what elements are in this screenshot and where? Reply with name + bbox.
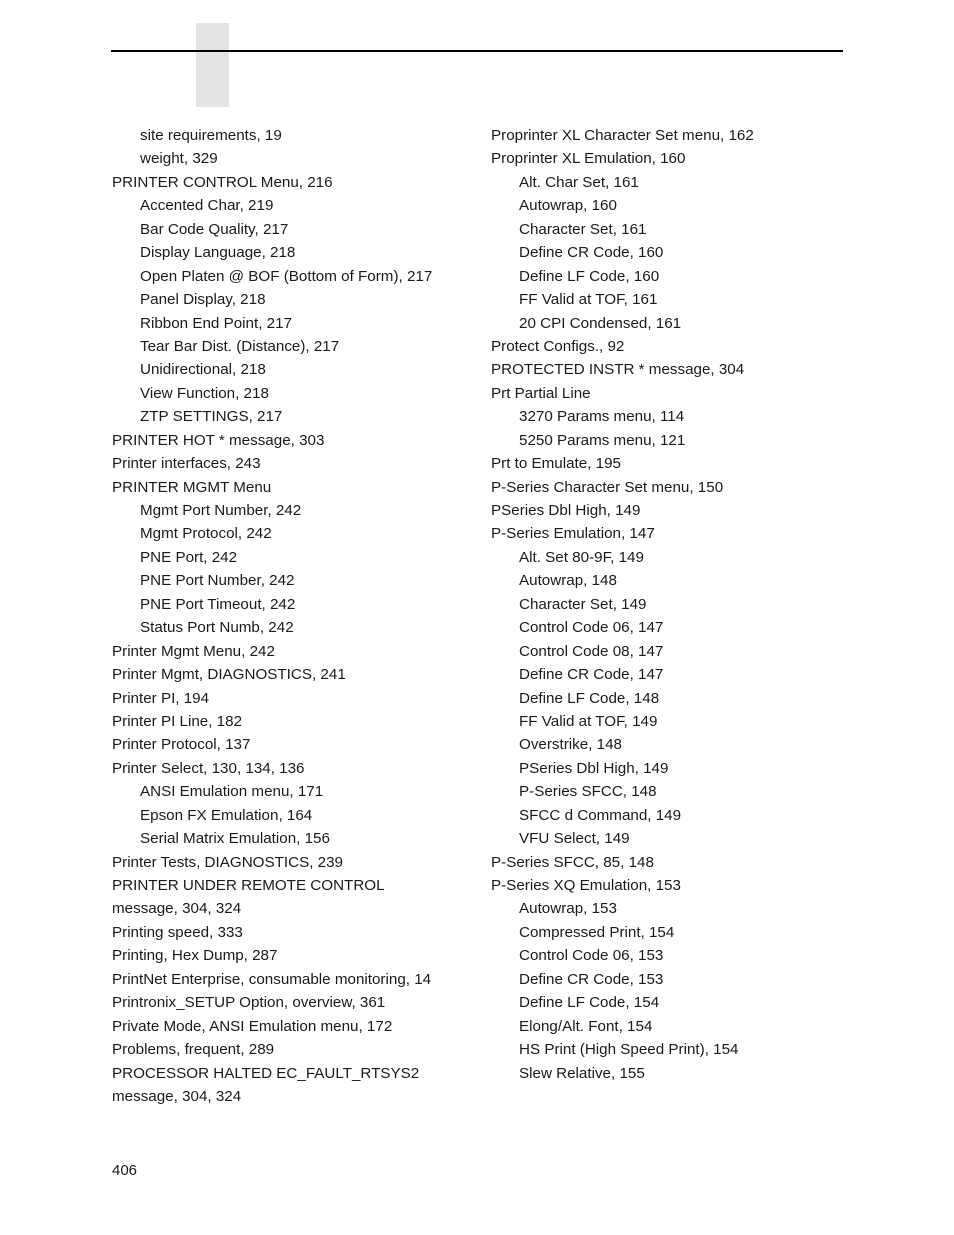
index-entry: Proprinter XL Character Set menu, 162 <box>491 127 754 144</box>
index-entry: Printer Select, 130, 134, 136 <box>112 759 305 777</box>
index-entry: P-Series Character Set menu, 150 <box>491 478 724 496</box>
index-subentry: Panel Display, 218 <box>140 291 266 309</box>
index-column-left <box>112 124 512 1108</box>
index-subentry: Control Code 06, 153 <box>519 947 664 965</box>
index-subentry: PNE Port, 242 <box>140 548 238 566</box>
index-subentry: 20 CPI Condensed, 161 <box>519 314 682 332</box>
index-entry: Printer PI, 194 <box>112 689 210 707</box>
index-subentry: Tear Bar Dist. (Distance), 217 <box>140 337 340 355</box>
index-subentry: Define LF Code, 148 <box>519 689 660 707</box>
index-column-right <box>491 124 891 1085</box>
index-entry: Printronix_SETUP Option, overview, 361 <box>112 994 386 1012</box>
index-subentry: FF Valid at TOF, 161 <box>519 291 658 309</box>
index-entry: Printer interfaces, 243 <box>112 455 261 473</box>
index-subentry: Accented Char, 219 <box>140 197 274 215</box>
index-entry: PROCESSOR HALTED EC_FAULT_RTSYS2 <box>112 1064 420 1082</box>
index-entry: message, 304, 324 <box>112 900 242 918</box>
index-subentry: Elong/Alt. Font, 154 <box>519 1017 653 1035</box>
index-subentry: Define CR Code, 147 <box>519 666 664 684</box>
index-subentry: Character Set, 149 <box>519 595 647 613</box>
index-subentry: Mgmt Port Number, 242 <box>140 502 302 519</box>
index-subentry: ANSI Emulation menu, 171 <box>140 783 324 801</box>
index-subentry: weight, 329 <box>140 150 218 168</box>
index-subentry: ZTP SETTINGS, 217 <box>140 408 283 426</box>
index-subentry: Autowrap, 148 <box>519 572 617 590</box>
index-entry: Problems, frequent, 289 <box>112 1041 275 1059</box>
index-entry: message, 304, 324 <box>112 1087 242 1105</box>
index-subentry: site requirements, 19 <box>140 127 282 144</box>
index-subentry: Epson FX Emulation, 164 <box>140 806 313 824</box>
index-subentry: Character Set, 161 <box>519 220 647 238</box>
index-subentry: FF Valid at TOF, 149 <box>519 712 658 730</box>
index-entry: PRINTER UNDER REMOTE CONTROL <box>112 877 385 894</box>
index-entry: Proprinter XL Emulation, 160 <box>491 150 686 168</box>
index-subentry: Define LF Code, 154 <box>519 994 660 1012</box>
header-rule <box>111 50 843 52</box>
index-subentry: Open Platen @ BOF (Bottom of Form), 217 <box>140 267 433 285</box>
index-subentry: 5250 Params menu, 121 <box>519 431 686 449</box>
index-entry: Printing speed, 333 <box>112 923 243 941</box>
index-entry: PROTECTED INSTR * message, 304 <box>491 361 745 379</box>
index-subentry: P-Series SFCC, 148 <box>519 783 657 801</box>
index-subentry: Define CR Code, 160 <box>519 244 664 262</box>
index-entry: Printer Protocol, 137 <box>112 736 251 754</box>
index-subentry: Define LF Code, 160 <box>519 267 660 285</box>
index-subentry: Define CR Code, 153 <box>519 970 664 988</box>
index-subentry: Display Language, 218 <box>140 244 296 262</box>
index-subentry: Serial Matrix Emulation, 156 <box>140 830 330 848</box>
index-subentry: PSeries Dbl High, 149 <box>519 759 669 777</box>
index-entry: Printer Tests, DIAGNOSTICS, 239 <box>112 853 343 871</box>
index-subentry: Compressed Print, 154 <box>519 923 675 941</box>
index-entry: PRINTER MGMT Menu <box>112 478 272 496</box>
index-entry: Prt Partial Line <box>491 384 591 402</box>
index-subentry: Control Code 06, 147 <box>519 619 664 637</box>
index-entry: Printing, Hex Dump, 287 <box>112 947 278 965</box>
index-subentry: Slew Relative, 155 <box>519 1064 645 1082</box>
index-subentry: Status Port Numb, 242 <box>140 619 294 637</box>
index-entry: Printer Mgmt Menu, 242 <box>112 642 275 660</box>
index-entry: Protect Configs., 92 <box>491 337 625 355</box>
index-subentry: Ribbon End Point, 217 <box>140 314 292 332</box>
index-subentry: Alt. Set 80-9F, 149 <box>519 548 644 566</box>
index-subentry: HS Print (High Speed Print), 154 <box>519 1041 739 1059</box>
index-subentry: Control Code 08, 147 <box>519 642 664 660</box>
index-entry: P-Series XQ Emulation, 153 <box>491 877 681 894</box>
index-subentry: Bar Code Quality, 217 <box>140 220 289 238</box>
index-subentry: Autowrap, 160 <box>519 197 617 215</box>
index-entry: PRINTER CONTROL Menu, 216 <box>112 173 333 191</box>
index-subentry: Overstrike, 148 <box>519 736 622 754</box>
index-entry: PRINTER HOT * message, 303 <box>112 431 325 449</box>
index-subentry: 3270 Params menu, 114 <box>519 408 685 426</box>
index-subentry: PNE Port Number, 242 <box>140 572 295 590</box>
index-entry: Prt to Emulate, 195 <box>491 455 622 473</box>
chapter-tab-marker <box>196 23 229 107</box>
index-entry: PSeries Dbl High, 149 <box>491 502 641 519</box>
index-entry: P-Series Emulation, 147 <box>491 525 655 543</box>
index-subentry: VFU Select, 149 <box>519 830 630 848</box>
index-subentry: Mgmt Protocol, 242 <box>140 525 272 543</box>
index-subentry: View Function, 218 <box>140 384 269 402</box>
index-subentry: Autowrap, 153 <box>519 900 617 918</box>
index-entry: Printer PI Line, 182 <box>112 712 243 730</box>
index-entry: PrintNet Enterprise, consumable monitoring, 14 <box>112 970 432 988</box>
index-entry: Printer Mgmt, DIAGNOSTICS, 241 <box>112 666 346 684</box>
index-subentry: SFCC d Command, 149 <box>519 806 682 824</box>
page-number: 406 <box>112 1162 138 1179</box>
index-subentry: Unidirectional, 218 <box>140 361 266 379</box>
index-entry: Private Mode, ANSI Emulation menu, 172 <box>112 1017 393 1035</box>
index-subentry: PNE Port Timeout, 242 <box>140 595 296 613</box>
index-subentry: Alt. Char Set, 161 <box>519 173 639 191</box>
index-entry: P-Series SFCC, 85, 148 <box>491 853 654 871</box>
